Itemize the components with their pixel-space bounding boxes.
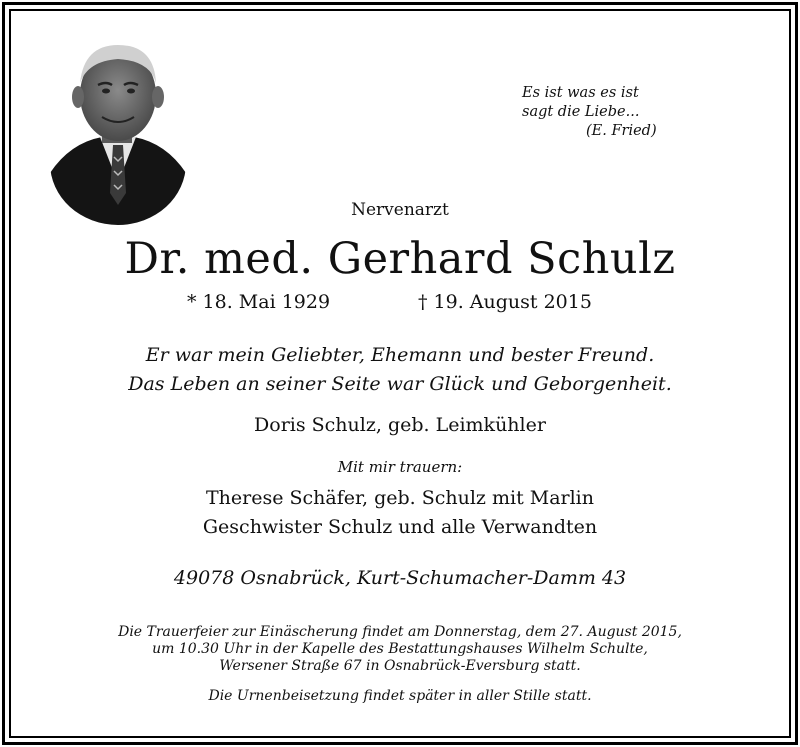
- address: 49078 Osnabrück, Kurt-Schumacher-Damm 43: [173, 567, 627, 589]
- widow-name: Doris Schulz, geb. Leimkühler: [254, 414, 546, 436]
- relative-line: Therese Schäfer, geb. Schulz mit Marlin: [205, 487, 594, 509]
- funeral-line: um 10.30 Uhr in der Kapelle des Bestattungshauses Wilhelm Schulte,: [152, 641, 648, 657]
- quote-line-2: sagt die Liebe...: [522, 104, 640, 120]
- portrait-photo: [50, 33, 186, 225]
- quote-author: (E. Fried): [586, 123, 657, 139]
- tribute-line: Das Leben an seiner Seite war Glück und Geborgenheit.: [128, 373, 672, 395]
- funeral-line: Wersener Straße 67 in Osnabrück-Eversburg statt.: [219, 658, 581, 674]
- tribute-text: [0, 341, 800, 399]
- birth-date: * 18. Mai 1929: [187, 291, 331, 313]
- relative-line: Geschwister Schulz und alle Verwandten: [202, 516, 598, 538]
- mourners-label: Mit mir trauern:: [337, 458, 463, 476]
- profession: Nervenarzt: [351, 200, 449, 220]
- urn-note: Die Urnenbeisetzung findet später in aller Stille statt.: [208, 688, 592, 704]
- deceased-name: Dr. med. Gerhard Schulz: [124, 234, 676, 284]
- poem-quote: [522, 84, 682, 141]
- quote-line-1: Es ist was es ist: [522, 85, 639, 101]
- tribute-line: Er war mein Geliebter, Ehemann und bester Freund.: [145, 344, 655, 366]
- death-date: † 19. August 2015: [418, 291, 592, 313]
- funeral-line: Die Trauerfeier zur Einäscherung findet am Donnerstag, dem 27. August 2015,: [118, 624, 682, 640]
- relatives-list: [0, 484, 800, 542]
- funeral-info: [0, 624, 800, 675]
